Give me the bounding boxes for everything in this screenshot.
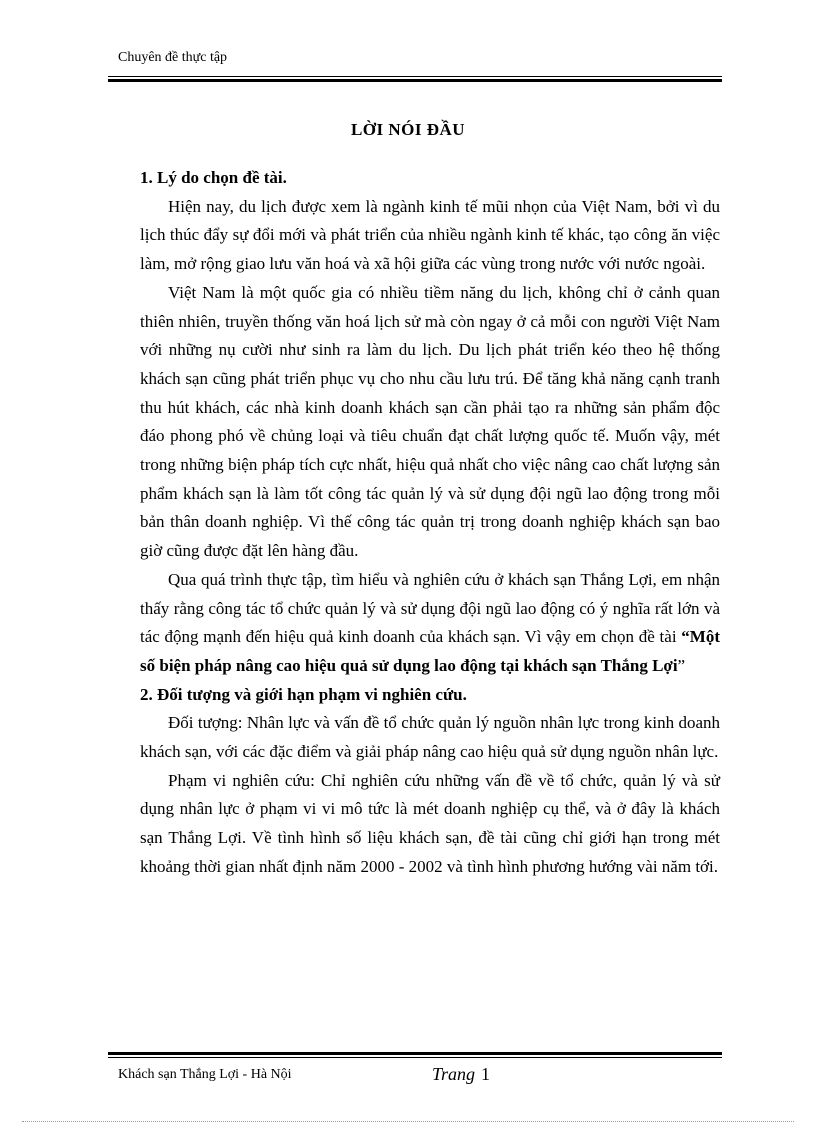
- document-title: LỜI NÓI ĐẦU: [350, 120, 466, 139]
- header-rule-thick: [108, 79, 722, 82]
- header-rule-thin: [108, 76, 722, 77]
- paragraph-topic: [140, 566, 720, 681]
- page-label: Trang: [432, 1064, 476, 1084]
- paragraph: Hiện nay, du lịch được xem là ngành kinh tế mũi nhọn của Việt Nam, bởi vì du lịch thúc đẩy sự đổi mới và phát triển của nhiều ngành kinh tế khác, tạo công ăn việc làm, mở rộng giao lưu văn hoá và xã hội giữa các vùng trong nước với nước ngoài.: [140, 196, 720, 274]
- running-header: Chuyên đề thực tập: [118, 50, 228, 65]
- page-number: [432, 1064, 490, 1085]
- section-heading-1: 1. Lý do chọn đề tài.: [140, 168, 287, 187]
- topic-title: “Một số biện pháp nâng cao hiệu quả sử dụng lao động tại khách sạn Thắng Lợi: [140, 627, 720, 675]
- paragraph: Đối tượng: Nhân lực và vấn đề tổ chức quản lý nguồn nhân lực trong kinh doanh khách sạn, với các đặc điểm và giải pháp nâng cao hiệu quả sử dụng nguồn nhân lực.: [140, 713, 720, 762]
- footer-rule-thick: [108, 1052, 722, 1055]
- closing-quote: ”: [677, 655, 686, 675]
- paragraph: Phạm vi nghiên cứu: Chỉ nghiên cứu những vấn đề về tổ chức, quản lý và sử dụng nhân lực ở phạm vi vi mô tức là mét doanh nghiệp cụ thể, và ở đây là khách sạn Thắng Lợi. Về tình hình số liệu khách sạn, đề tài cũng chỉ giới hạn trong mét khoảng thời gian nhất định năm 2000 - 2002 và tình hình phương hướng vài năm tới.: [140, 770, 720, 876]
- document-body: [140, 164, 720, 882]
- footer-rule-thin: [108, 1057, 722, 1058]
- page-number-value: 1: [481, 1064, 491, 1084]
- paragraph: Việt Nam là một quốc gia có nhiều tiềm năng du lịch, không chỉ ở cảnh quan thiên nhiên, truyền thống văn hoá lịch sử mà còn ngay ở cả mỗi con người Việt Nam với những nụ cười như sinh ra làm du lịch. Du lịch phát triển kéo theo hệ thống khách sạn cũng phát triển phục vụ cho nhu cầu lưu trú. Để tăng khả năng cạnh tranh thu hút khách, các nhà kinh doanh khách sạn cần phải tạo ra những sản phẩm độc đáo phong phó về chủng loại và tiêu chuẩn đạt chất lượng quốc tế. Muốn vậy, mét trong những biện pháp tích cực nhất, hiệu quả nhất cho việc nâng cao chất lượng sản phẩm khách sạn là làm tốt công tác quản lý và sử dụng đội ngũ lao động trong mỗi bản thân doanh nghiệp. Vì thế công tác quản trị trong doanh nghiệp khách sạn bao giờ cũng được đặt lên hàng đầu.: [140, 282, 720, 561]
- footer-hotel: Khách sạn Thắng Lợi - Hà Nội: [118, 1067, 292, 1082]
- page-edge-dotted-line: [22, 1121, 794, 1122]
- paragraph-text: Qua quá trình thực tập, tìm hiểu và nghiên cứu ở khách sạn Thắng Lợi, em nhận thấy rằng công tác tổ chức quản lý và sử dụng đội ngũ lao động có ý nghĩa rất lớn và tác động mạnh đến hiệu quả kinh doanh của khách sạn. Vì vậy em chọn đề tài: [140, 569, 720, 647]
- section-heading-2: 2. Đối tượng và giới hạn phạm vi nghiên cứu.: [140, 684, 467, 704]
